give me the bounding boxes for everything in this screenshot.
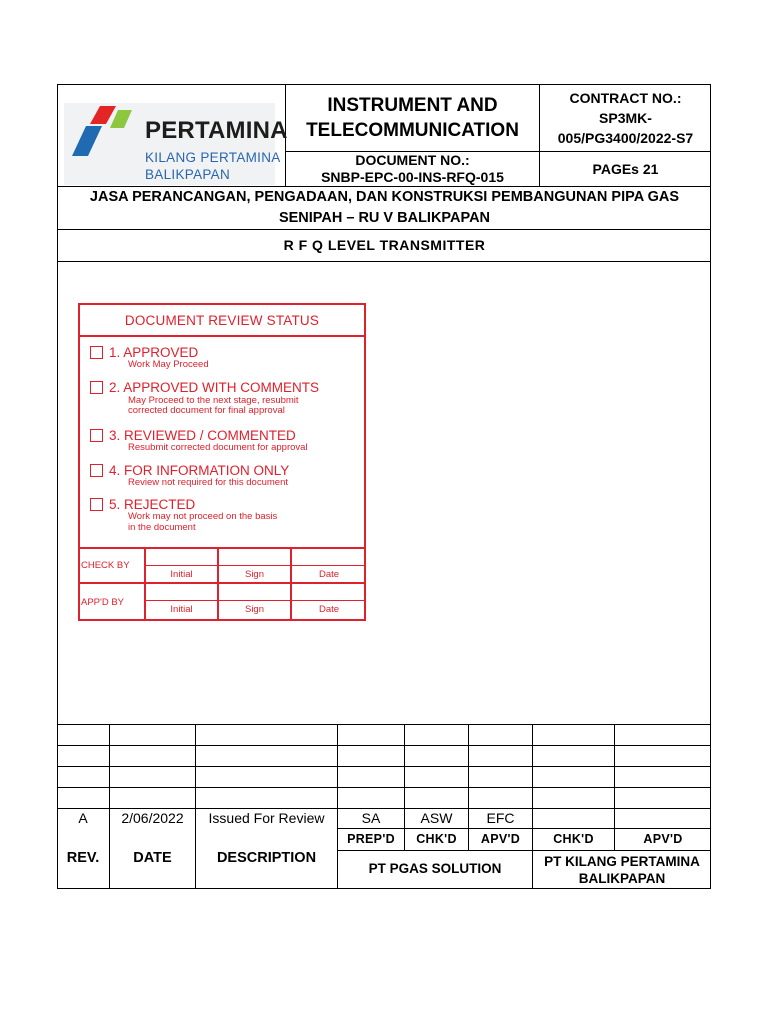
table-divider: [57, 787, 711, 788]
review-option-label: 3. REVIEWED / COMMENTED: [109, 428, 296, 443]
approved-cell: EFC: [486, 809, 515, 826]
stamp-divider: [78, 582, 366, 584]
review-option-note: Work may not proceed on the basis: [128, 511, 278, 522]
logo-subtitle: BALIKPAPAN: [145, 167, 231, 182]
review-option-note: corrected document for final approval: [128, 405, 285, 416]
review-option-note: Review not required for this document: [128, 477, 288, 488]
review-option-label: 4. FOR INFORMATION ONLY: [109, 463, 290, 478]
prepared-cell: SA: [361, 809, 381, 826]
header-divider: [57, 261, 711, 262]
table-divider: [57, 724, 711, 725]
project-title: [58, 187, 711, 229]
review-option-note: Resubmit corrected document for approval: [128, 442, 308, 453]
review-option-label: 1. APPROVED: [109, 345, 199, 360]
checkbox-icon: [90, 346, 103, 359]
document-value: SNBP-EPC-00-INS-RFQ-015: [321, 169, 504, 185]
sign-label: Sign: [244, 569, 264, 580]
initial-label: Initial: [170, 604, 193, 615]
review-option-note: in the document: [128, 522, 196, 533]
review-option-label: 5. REJECTED: [109, 497, 196, 512]
review-option: [90, 345, 198, 360]
client-name-line: PT KILANG PERTAMINA: [544, 853, 700, 869]
approved-header: APV'D: [480, 832, 521, 846]
logo-name: PERTAMINA: [145, 117, 288, 144]
contractor-name: PT PGAS SOLUTION: [368, 861, 502, 877]
table-divider: [57, 766, 711, 767]
review-option-label: 2. APPROVED WITH COMMENTS: [109, 380, 320, 395]
rev-cell: A: [78, 809, 88, 826]
client-name-line: BALIKPAPAN: [578, 870, 666, 886]
client-checked-header: CHK'D: [553, 832, 594, 846]
document-label: DOCUMENT NO.:: [355, 152, 470, 168]
check-by-label: CHECK BY: [81, 560, 130, 571]
checked-cell: ASW: [420, 809, 453, 826]
document-title: R F Q LEVEL TRANSMITTER: [283, 237, 486, 254]
contract-number: [540, 85, 711, 151]
review-status-stamp: [78, 303, 366, 621]
stamp-divider: [144, 565, 366, 566]
review-option: [90, 428, 296, 443]
discipline-title-line: INSTRUMENT AND: [327, 95, 498, 116]
date-label: Date: [318, 569, 340, 580]
contract-label: CONTRACT NO.:: [569, 90, 682, 106]
client-approved-cell: [615, 808, 711, 828]
discipline-title-line: TELECOMMUNICATION: [306, 120, 519, 141]
table-divider: [57, 745, 711, 746]
review-option-note: Work May Proceed: [128, 359, 209, 370]
stamp-divider: [78, 335, 366, 337]
stamp-title: DOCUMENT REVIEW STATUS: [124, 313, 320, 328]
logo-subtitle: KILANG PERTAMINA: [145, 150, 281, 165]
prepared-header: PREP'D: [347, 832, 395, 846]
pertamina-mark-icon: [66, 104, 136, 160]
initial-label: Initial: [170, 569, 193, 580]
review-option-note: May Proceed to the next stage, resubmit: [128, 395, 299, 406]
review-option: [90, 463, 289, 478]
checkbox-icon: [90, 498, 103, 511]
checkbox-icon: [90, 429, 103, 442]
project-title-line: JASA PERANCANGAN, PENGADAAN, DAN KONSTRUKSI PEMBANGUNAN PIPA GAS: [89, 189, 680, 205]
description-header: DESCRIPTION: [216, 849, 317, 866]
description-cell: Issued For Review: [208, 809, 325, 826]
app-by-label: APP'D BY: [81, 597, 124, 608]
checkbox-icon: [90, 381, 103, 394]
document-number: [286, 152, 539, 186]
date-label: Date: [318, 604, 340, 615]
checked-header: CHK'D: [416, 832, 457, 846]
review-option: [90, 380, 319, 395]
client-approved-header: APV'D: [643, 832, 683, 846]
date-header: DATE: [133, 849, 172, 866]
stamp-divider: [144, 600, 366, 601]
project-title-line: SENIPAH – RU V BALIKPAPAN: [278, 210, 491, 226]
stamp-divider: [78, 547, 366, 549]
checkbox-icon: [90, 464, 103, 477]
page-count: PAGEs 21: [592, 160, 659, 177]
review-option: [90, 497, 195, 512]
discipline-title: [286, 85, 539, 151]
contract-value: SP3MK-: [599, 110, 652, 126]
client-checked-cell: [533, 808, 614, 828]
contract-value: 005/PG3400/2022-S7: [557, 130, 694, 146]
date-cell: 2/06/2022: [121, 809, 184, 826]
client-name: [533, 851, 711, 888]
sign-label: Sign: [244, 604, 264, 615]
rev-header: REV.: [66, 849, 100, 866]
